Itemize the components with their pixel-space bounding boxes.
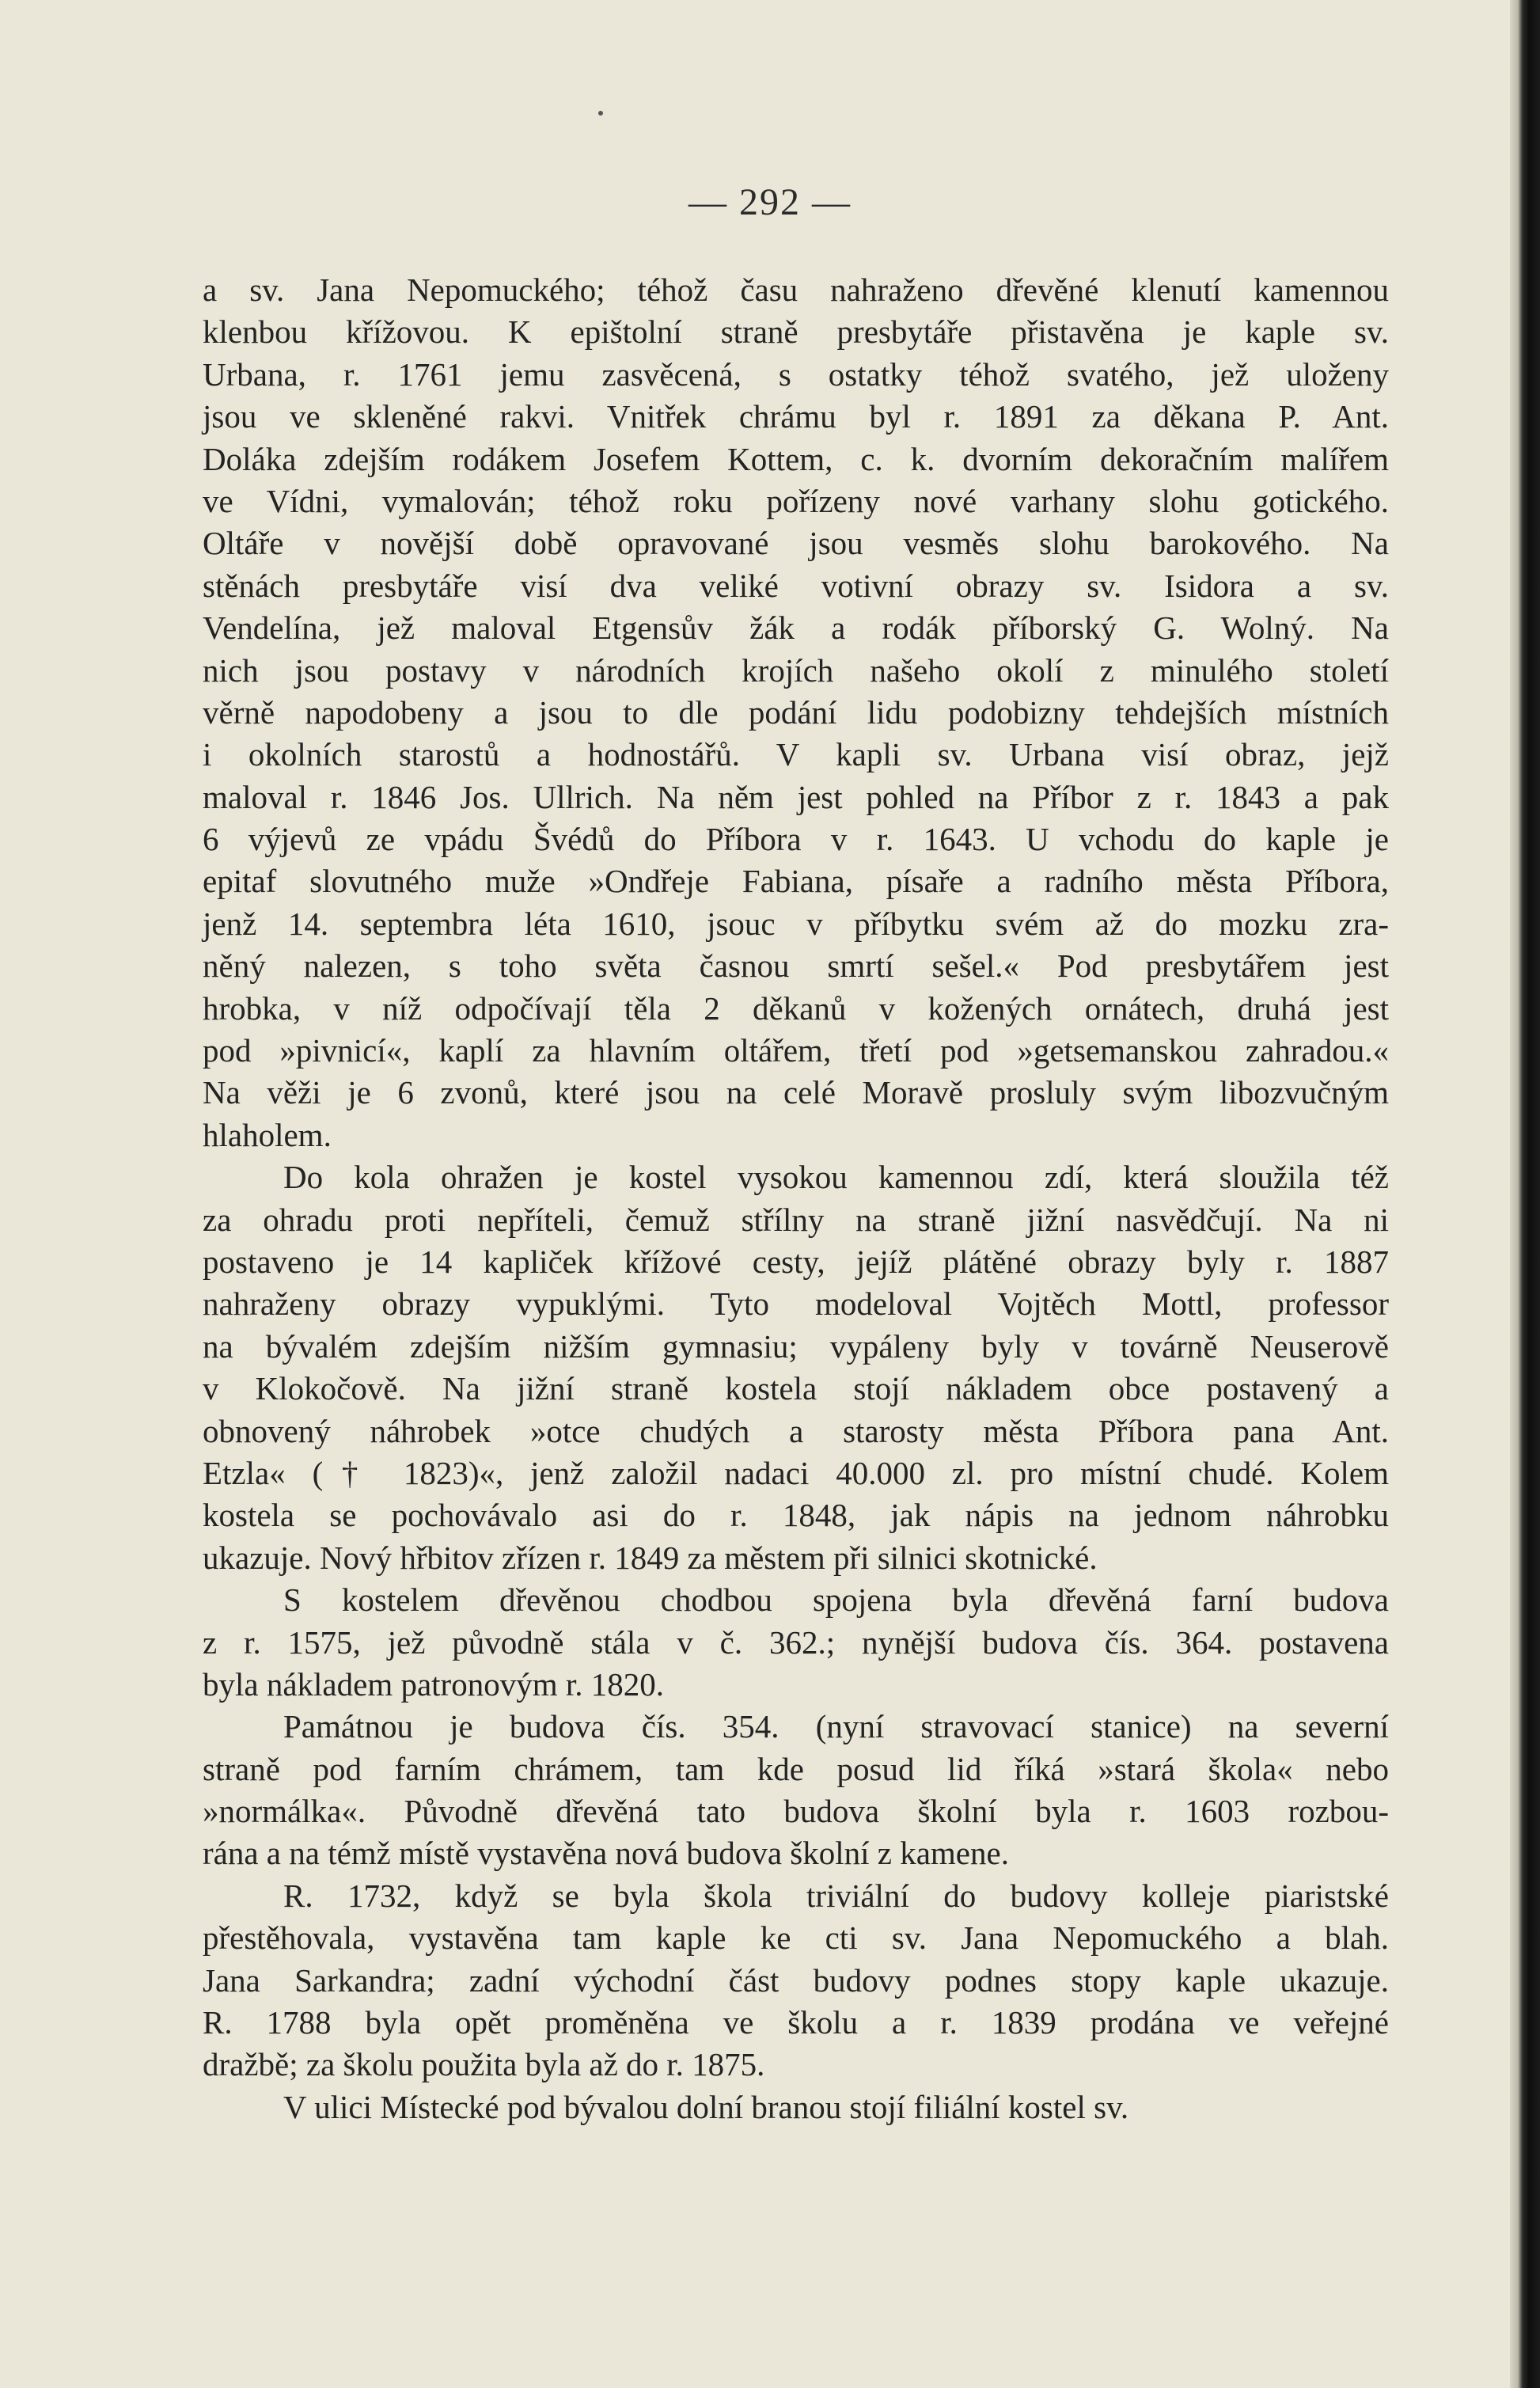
text-line: z r. 1575, jež původně stála v č. 362.; nynější budova čís. 364. postavena	[203, 1623, 1389, 1661]
text-line: epitaf slovutného muže »Ondřeje Fabiana, písaře a radního města Příbora,	[203, 863, 1389, 900]
text-line: Doláka zdejším rodákem Josefem Kottem, c. k. dvorním dekoračním malířem	[203, 440, 1389, 477]
book-spine-shadow	[1510, 0, 1540, 2388]
paragraph	[203, 1706, 1389, 1875]
text-line: byla nákladem patronovým r. 1820.	[203, 1665, 664, 1703]
text-line: rána a na témž místě vystavěna nová budova školní z kamene.	[203, 1835, 1009, 1872]
text-line: R. 1788 byla opět proměněna ve školu a r. 1839 prodána ve veřejné	[203, 2004, 1389, 2041]
text-line: i okolních starostů a hodnostářů. V kapli sv. Urbana visí obraz, jejž	[203, 736, 1389, 773]
text-line: věrně napodobeny a jsou to dle podání lidu podobizny tehdejších místních	[203, 693, 1389, 731]
text-line: Památnou je budova čís. 354. (nyní stravovací stanice) na severní	[283, 1708, 1389, 1745]
text-line: klenbou křížovou. K epištolní straně presbytáře přistavěna je kaple sv.	[203, 313, 1389, 351]
text-line: kostela se pochovávalo asi do r. 1848, jak nápis na jednom náhrobku	[203, 1497, 1389, 1534]
text-line: Jana Sarkandra; zadní východní část budovy podnes stopy kaple ukazuje.	[203, 1961, 1389, 1999]
text-line: na bývalém zdejším nižším gymnasiu; vypáleny byly v továrně Neuserově	[203, 1327, 1389, 1365]
text-line: pod »pivnicí«, kaplí za hlavním oltářem, třetí pod »getsemanskou zahradou.«	[203, 1032, 1389, 1069]
text-line: stěnách presbytáře visí dva veliké votivní obrazy sv. Isidora a sv.	[203, 567, 1389, 604]
text-line: za ohradu proti nepříteli, čemuž střílny na straně jižní nasvědčují. Na ni	[203, 1201, 1389, 1238]
text-line: maloval r. 1846 Jos. Ullrich. Na něm jest pohled na Příbor z r. 1843 a pak	[203, 778, 1389, 815]
paragraph	[203, 269, 1389, 1156]
text-line: Urbana, r. 1761 jemu zasvěcená, s ostatky téhož svatého, jež uloženy	[203, 355, 1389, 393]
paragraph	[203, 1156, 1389, 1579]
paragraph	[203, 1875, 1389, 2086]
text-line: Oltáře v novější době opravované jsou vesměs slohu barokového. Na	[203, 525, 1389, 562]
text-line: obnovený náhrobek »otce chudých a starosty města Příbora pana Ant.	[203, 1412, 1389, 1449]
text-line: straně pod farním chrámem, tam kde posud lid říká »stará škola« nebo	[203, 1750, 1389, 1787]
text-line: Na věži je 6 zvonů, které jsou na celé Moravě prosluly svým libozvučným	[203, 1074, 1389, 1111]
text-line: ve Vídni, vymalován; téhož roku pořízeny nové varhany slohu gotického.	[203, 482, 1389, 519]
text-line: R. 1732, když se byla škola triviální do budovy kolleje piaristské	[283, 1877, 1389, 1914]
text-line: S kostelem dřevěnou chodbou spojena byla dřevěná farní budova	[283, 1581, 1389, 1619]
paragraph	[203, 1579, 1389, 1706]
text-line: jsou ve skleněné rakvi. Vnitřek chrámu byl r. 1891 za děkana P. Ant.	[203, 398, 1389, 435]
text-line: Vendelína, jež maloval Etgensův žák a rodák příborský G. Wolný. Na	[203, 609, 1389, 647]
text-line: a sv. Jana Nepomuckého; téhož času nahraženo dřevěné klenutí kamennou	[203, 271, 1389, 308]
body-text	[203, 269, 1389, 2128]
text-line: V ulici Místecké pod bývalou dolní branou stojí filiální kostel sv.	[283, 2088, 1129, 2125]
text-line: hrobka, v níž odpočívají těla 2 děkanů v kožených ornátech, druhá jest	[203, 989, 1389, 1027]
text-line: jenž 14. septembra léta 1610, jsouc v příbytku svém až do mozku zra-	[203, 905, 1389, 942]
text-line: ukazuje. Nový hřbitov zřízen r. 1849 za městem při silnici skotnické.	[203, 1539, 1098, 1576]
text-line: hlaholem.	[203, 1116, 332, 1153]
text-line: Do kola ohražen je kostel vysokou kamennou zdí, která sloužila též	[283, 1159, 1389, 1196]
ink-speck	[598, 111, 603, 116]
text-line: něný nalezen, s toho světa časnou smrtí sešel.« Pod presbytářem jest	[203, 947, 1389, 985]
text-line: postaveno je 14 kapliček křížové cesty, jejíž plátěné obrazy byly r. 1887	[203, 1243, 1389, 1280]
text-line: 6 výjevů ze vpádu Švédů do Příbora v r. 1643. U vchodu do kaple je	[203, 821, 1389, 858]
text-line: Etzla« († 1823)«, jenž založil nadaci 40.000 zl. pro místní chudé. Kolem	[203, 1454, 1389, 1491]
text-line: přestěhovala, vystavěna tam kaple ke cti sv. Jana Nepomuckého a blah.	[203, 1919, 1389, 1957]
text-line: dražbě; za školu použita byla až do r. 1875.	[203, 2046, 765, 2083]
text-line: nahraženy obrazy vypuklými. Tyto modeloval Vojtěch Mottl, professor	[203, 1285, 1389, 1323]
paragraph	[203, 2086, 1389, 2128]
text-line: nich jsou postavy v národních krojích našeho okolí z minulého století	[203, 651, 1389, 689]
text-line: »normálka«. Původně dřevěná tato budova školní byla r. 1603 rozbou-	[203, 1793, 1389, 1830]
page-number: — 292 —	[688, 181, 852, 223]
text-line: v Klokočově. Na jižní straně kostela stojí nákladem obce postavený a	[203, 1370, 1389, 1407]
